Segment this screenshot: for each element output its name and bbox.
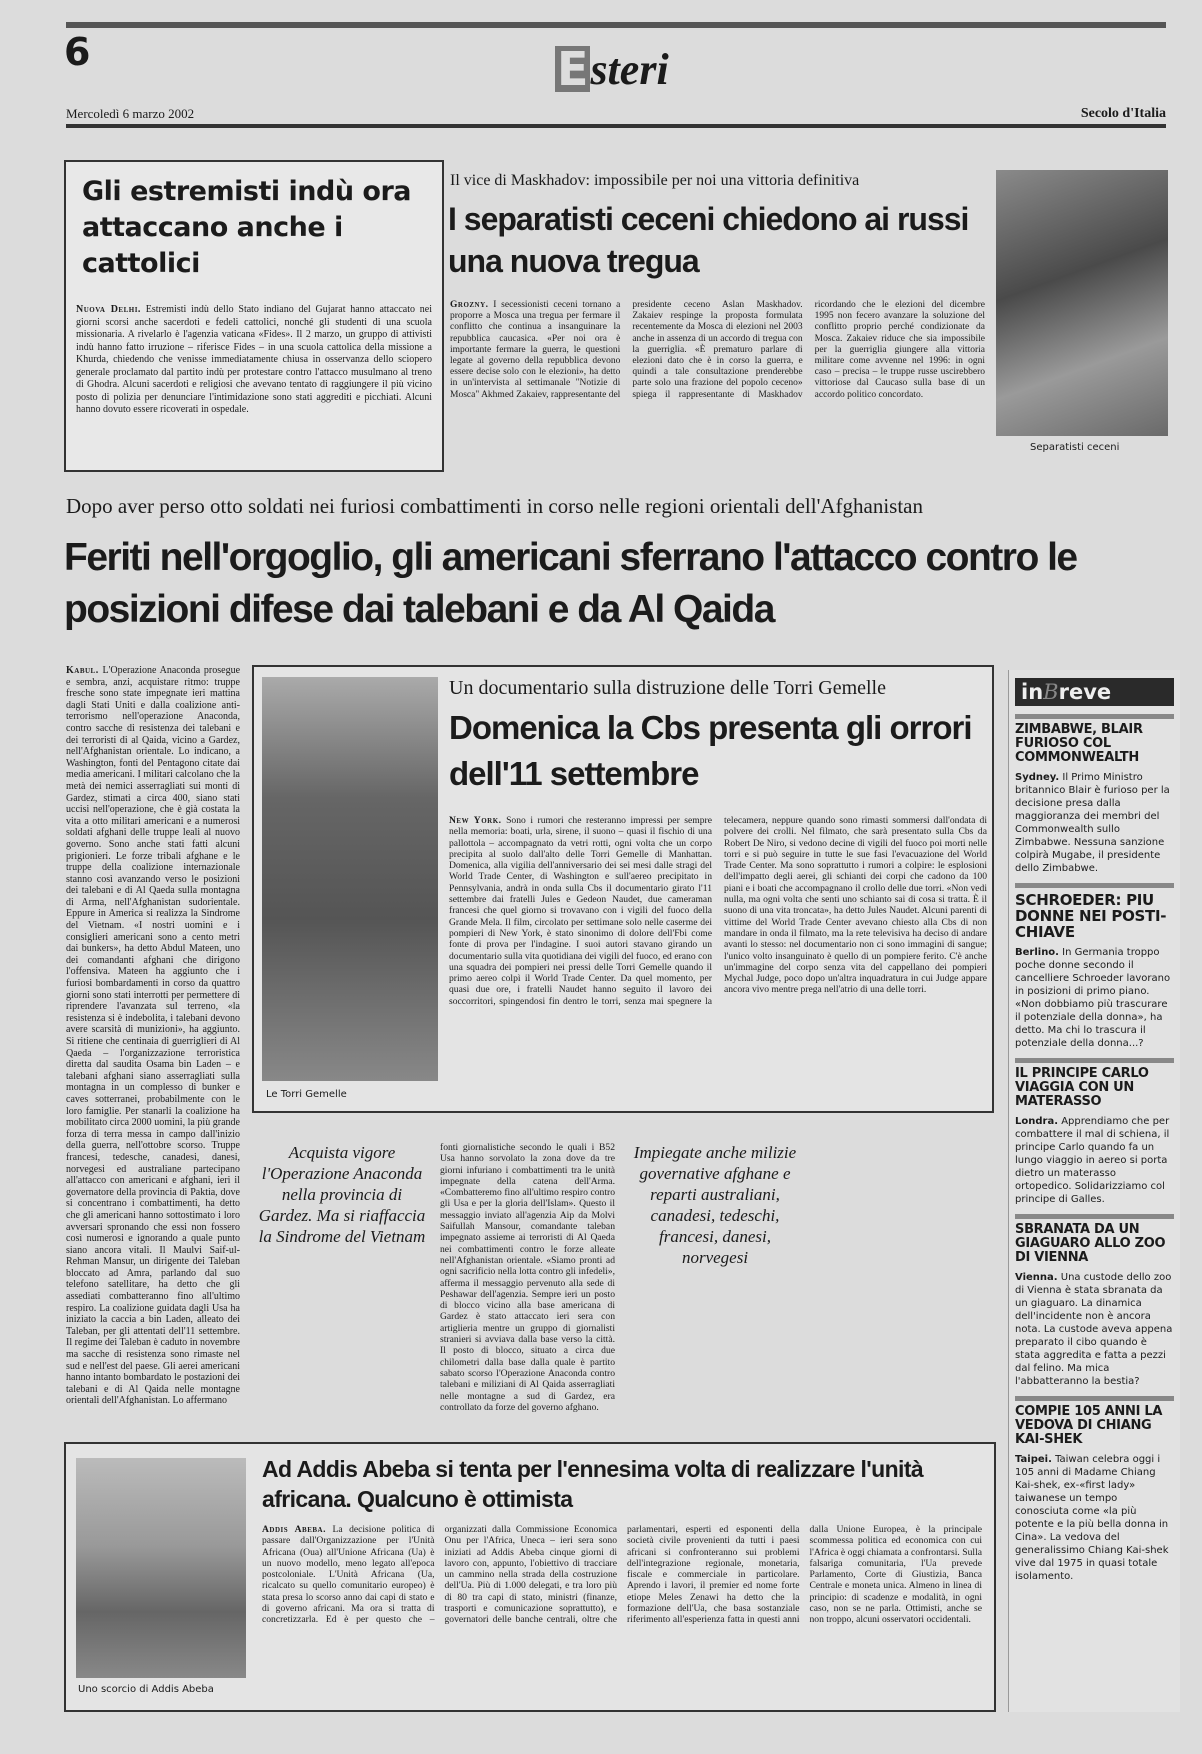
brief-title: IL PRINCIPE CARLO VIAGGIA CON UN MATERASSO bbox=[1015, 1058, 1174, 1109]
brief-text: Taiwan celebra oggi i 105 anni di Madame Chiang Kai-shek, ex-«first lady» taiwanese un tempo conosciuta come «la più potente e la più bella donna in Cina». La vedova del generalissimo Chiang Kai-shek vive dal 1975 in quasi totale isolamento. bbox=[1015, 1454, 1169, 1582]
photo-caption: Le Torri Gemelle bbox=[266, 1089, 347, 1100]
photo-caption: Separatisti ceceni bbox=[1030, 442, 1120, 453]
page-number: 6 bbox=[64, 30, 91, 74]
towers-article bbox=[252, 665, 994, 1113]
brief-text: In Germania troppo poche donne secondo il cancelliere Schroeder lavorano in posizioni di primo piano. «Non dobbiamo più trascurare il potenziale della donna», ha detto. Ma chi lo trascura il potenziale della donna...? bbox=[1015, 947, 1171, 1049]
pull-quote: Acquista vigore l'Operazione Anaconda nella provincia di Gardez. Ma si riaffaccia la Sindrome del Vietnam bbox=[258, 1143, 426, 1246]
brief-title: ZIMBABWE, BLAIR FURIOSO COL COMMONWEALTH bbox=[1015, 714, 1174, 765]
headline: Ad Addis Abeba si tenta per l'ennesima volta di realizzare l'unità africana. Qualcuno è ottimista bbox=[262, 1456, 924, 1512]
brief-item bbox=[1015, 714, 1174, 875]
issue-date: Mercoledì 6 marzo 2002 bbox=[66, 106, 195, 121]
twin-towers-photo bbox=[262, 677, 438, 1081]
headline: I separatisti ceceni chiedono ai russi una nuova tregua bbox=[448, 201, 969, 279]
dateline: New York. bbox=[449, 815, 502, 826]
chechnya-article bbox=[450, 300, 985, 401]
main-article-col4 bbox=[815, 1142, 993, 1414]
article-body: L'Operazione Anaconda prosegue e sembra, anzi, acquistare ritmo: truppe fresche sono state impegnate ieri mattina dagli Stati Uniti e dalla coalizione anti-terrorismo nell'operazione Anaconda, contro sacche di resistenza dei talebani e dei terroristi di al Qaida, vicino a Gardez, nell'Afghanistan orientale. Lo indicano, a Washington, fonti del Pentagono citate dai media americani. I militari calcolano che la metà dei nemici asserragliati sui monti di Gardez, stimati a circa 400, siano stati uccisi nell'operazione, che è già costata la vita a otto militari americani e a numerosi soldati afghani delle truppe leali al nuovo governo. Sono anche stati fatti alcuni prigionieri. Le forze tribali afghane e le truppe della coalizione internazionale stanno così avanzando verso le posizioni dei talebani e di Al Qaeda sulla montagna di Arma, nell'Afghanistan sudorientale. Eppure in America si realizza la Sindrome del Vietnam. «I nostri uomini e i consiglieri americani sono a cento metri dai bunkers», ha detto Abdul Mateen, uno dei comandanti afghani che dirigono l'offensiva. Mateen ha aggiunto che i furiosi bombardamenti in corso da quattro giorni sono stati interrotti per permettere di riprendere l'avanzata sul terreno, «la resistenza si è indebolita, i talebani devono avere scarsità di munizioni», ha aggiunto. Si ritiene che centinaia di guerriglieri di Al Qaeda – l'organizzazione terroristica diretta dal saudita Osama bin Laden – e talebani afghani siano asserragliati sulla montagna in un complesso di bunker e caves sotterranei, probabilmente con le loro famiglie. Per stanarli la coalizione ha mobilitato circa 2000 uomini, la più grande forza di terra messa in campo dall'inizio della guerra, nell'ottobre scorso. Truppe francesi, tedesche, canadesi, danesi, norvegesi ed australiane partecipano all'attacco con americani e afghani, ieri il governatore della provincia di Paktia, dove si concentrano i combattimenti, ha detto che gli americani hanno sottostimato i loro avversari spronando che essi non fossero così numerosi e ignorando a quale punto siano ancora vitali. Il Maulvi Saif-ul-Rehman Mansur, un dirigente dei Taleban bloccato ad Amra, parlando dal suo telefono satellitare, ha detto che gli assediati combatteranno fino all'ultimo respiro. La coalizione guidata dagli Usa ha iniziato la caccia a bin Laden, alleato dei Taleban, per gli attentati dell'11 settembre. Il regime dei Taleban è caduto in novembre ma sacche di resistenza sono rimaste nel sud e nell'est del paese. Gli aerei americani hanno intanto bombardato le postazioni dei talebani e di Al Qaida nelle montagne orientali dell'Afghanistan. Lo affermano bbox=[66, 665, 241, 1407]
chechen-separatists-photo bbox=[996, 170, 1168, 436]
pull-quote: Impiegate anche milizie governative afghane e reparti australiani, canadesi, tedeschi, francesi, danesi, norvegesi bbox=[633, 1143, 797, 1267]
main-article-col3 bbox=[625, 1282, 800, 1414]
brief-title: SBRANATA DA UN GIAGUARO ALLO ZOO DI VIENNA bbox=[1015, 1214, 1174, 1265]
addis-article bbox=[64, 1442, 996, 1712]
dateline: Berlino. bbox=[1015, 947, 1059, 958]
main-article-col2 bbox=[440, 1142, 615, 1414]
dateline: Londra. bbox=[1015, 1116, 1058, 1127]
dateline: Addis Abeba. bbox=[262, 1524, 326, 1535]
brief-title: COMPIE 105 ANNI LA VEDOVA DI CHIANG KAI-SHEK bbox=[1015, 1396, 1174, 1447]
paper-name: Secolo d'Italia bbox=[1080, 106, 1166, 121]
in-breve-title: inBreve bbox=[1015, 678, 1174, 706]
header-rule bbox=[66, 124, 1166, 128]
kicker: Il vice di Maskhadov: impossibile per noi una vittoria definitiva bbox=[450, 172, 860, 189]
dateline: Nuova Delhi. bbox=[76, 304, 141, 315]
dateline: Taipei. bbox=[1015, 1454, 1052, 1465]
kicker: Un documentario sulla distruzione delle Torri Gemelle bbox=[449, 677, 886, 699]
article-text bbox=[449, 815, 987, 1007]
article-body: Sono i rumori che resteranno impressi per sempre nella memoria: boati, urla, sirene, il suono – quasi il fischio di una pallottola – accompagnato da vetri rotti, ogni volta che un corpo precipita al suolo dall'alto delle Torri Gemelle di Manhattan. Domenica, alla vigilia dell'anniversario dei sei mesi dalle stragi del World Trade Center, di Washington e sull'aereo precipitato in Pennsylvania, andrà in onda sulla Cbs il documentario girato l'11 settembre dai fratelli Jules e Gedeon Naudet, due cameraman francesi che quel giorno si trovavano con i vigili del fuoco della Grande Mela. Il film, circolato per settimane solo nelle caserme dei pompieri di New York, è stato sinonimo di dolore dell'Fbi come fonte di prova per l'indagine. I suoi autori stavano girando un documentario sulla vita quotidiana dei vigili del fuoco, ed erano con una squadra dei pompieri nei pressi delle Torri Gemelle quando il primo aereo colpì il World Trade Center. Da quel momento, per quasi due ore, i fratelli Naudet hanno seguito il lavoro dei soccorritori, spingendosi fin dentro le torri, senza mai spegnere la telecamera, neppure quando sono rimasti sommersi dall'ondata di polvere dei crolli. Nel filmato, che sarà presentato sulla Cbs da Robert De Niro, si vedono decine di vigili del fuoco poi morti nelle torri e si può seguire in tutte le sue fasi l'evacuazione del World Trade Center. Ma sono soprattutto i rumori a colpire: le esplosioni dell'impatto degli aerei, gli schianti dei corpi che cadono da 100 piani e i boati che accompagnano il crollo delle due torri. «Non vedi nulla, ma ogni volta che senti uno schianto sai di cosa si tratta. È il suono di una vita troncata», ha detto Jules Naudet. Alcuni parenti di vittime del World Trade Center avevano chiesto alla Cbs di non mandare in onda il filmato, ma la rete televisiva ha deciso di andare avanti lo stesso: nel documentario non ci sono immagini di sangue; l'unico volto insanguinato è quello di un pompiere ferito. C'è anche un'immagine del corpo senza vita del cappellano dei pompieri Mychal Judge, poco dopo un'altra inquadratura in cui Judge appare ancora vivo mentre prega nell'atrio di una delle torri. bbox=[449, 815, 987, 1007]
brief-text: Apprendiamo che per combattere il mal di schiena, il principe Carlo quando fa un lungo viaggio in aereo si porta dietro un materasso ortopedico. Solidarizziamo col principe di Galles. bbox=[1015, 1116, 1170, 1205]
article-text bbox=[262, 1524, 982, 1626]
in-breve-sidebar bbox=[1008, 670, 1180, 1712]
main-article-col1 bbox=[66, 665, 240, 1415]
article-body: Estremisti indù dello Stato indiano del Gujarat hanno attaccato nei giorni scorsi anche sacerdoti e fedeli cattolici, nonché gli studenti di una scuola missionaria. A rivelarlo è l'agenzia vaticana «Fides». Il 2 marzo, un gruppo di attivisti indù hanno fatto irruzione – riferisce Fides – in una scuola cattolica della missione a Khurda, chiedendo che venisse immediatamente chiusa in osservanza dello sciopero generale proclamato dal partito indù per protestare contro l'attacco musulmano al treno di Ghodra. Alcuni sacerdoti e religiosi che avevano tentato di raggiungere il più vicino posto di polizia per denunciare l'intimidazione sono stati aggrediti e picchiati. Alcuni hanno dovuto essere ricoverati in ospedale. bbox=[76, 304, 432, 415]
dateline: Vienna. bbox=[1015, 1272, 1058, 1283]
headline: Domenica la Cbs presenta gli orrori dell'11 settembre bbox=[449, 709, 972, 792]
article-body: fonti giornalistiche secondo le quali i B52 Usa hanno sorvolato la zona dove da tre giorni infuriano i combattimenti tra le unità impegnate della catena dell'Arma. «Combatteremo fino all'ultimo respiro contro gli Usa e per la gloria dell'Islam». Questo il messaggio inviato all'agenzia Aip da Molvi Saifullah Mansour, comandante taleban impegnato assieme ai terroristi di Al Qaeda nei combattimenti contro le forze alleate nell'Afghanistan orientale. «Siamo pronti ad ogni sacrificio nella lotta contro gli infedeli», afferma il messaggio pervenuto alla sede di Peshawar dell'agenzia. Sempre ieri un posto di blocco vicino alla base americana di Gardez è stato attaccato ieri sera con artiglieria mentre un gruppo di giornalisti stranieri si avviava dalla base verso la città. Il posto di blocco, situato a circa due chilometri dalla base dalla quale è partito sabato scorso l'Operazione Anaconda contro talebani e miliziani di Al Qaida asserragliati nelle montagne a sud di Gardez, era controllato da forze del governo afghano. bbox=[440, 1142, 615, 1413]
dateline: Grozny. bbox=[450, 300, 489, 310]
brief-item bbox=[1015, 1214, 1174, 1388]
brief-item bbox=[1015, 1396, 1174, 1583]
dateline: Kabul. bbox=[66, 665, 99, 676]
article-body: La decisione politica di passare dall'Organizzazione per l'Unità Africana (Oua) all'Unione Africana (Ua) è un nuovo modello, meno legato all'epoca postcoloniale. L'Unità Africana (Ua, ricalcato su quello comunitario europeo) è stata presa lo scorso anno dai capi di stato e di governo africani. Ma ora si tratta di concretizzarla. Ed è per questo che – organizzati dalla Commissione Economica Onu per l'Africa, Uneca – ieri sera sono iniziati ad Addis Abeba cinque giorni di lavoro con, appunto, l'obiettivo di tracciare un cammino nella strada della costruzione dell'Ua. Più di 1.000 delegati, e tra loro più di 80 tra capi di stato, ministri (finanze, trasporti e comunicazione soprattutto), e governatori delle banche centrali, oltre che parlamentari, esperti ed esponenti della società civile provenienti da tutti i paesi africani si confronteranno sui problemi dell'integrazione regionale, monetaria, fiscale e commerciale in particolare. Aprendo i lavori, il premier ed nome forte etiope Meles Zenawi ha detto che la formazione dell'Ua, che basa sostanziale riferimento all'esperienza fatta in questi anni dalla Unione Europea, è la principale scommessa politica ed economica con cui l'Africa è oggi chiamata a confrontarsi. Sulla falsariga comunitaria, l'Ua prevede Parlamento, Corte di Giustizia, Banca Centrale e moneta unica. Almeno in linea di principio: di scadenze e modalità, in ogni caso, non se ne parla. Ottimisti, anche se non troppo, alcuni osservatori occidentali. bbox=[262, 1524, 982, 1626]
photo-caption: Uno scorcio di Addis Abeba bbox=[78, 1684, 214, 1695]
brief-item bbox=[1015, 883, 1174, 1050]
dateline: Sydney. bbox=[1015, 772, 1060, 783]
brief-text: Una custode dello zoo di Vienna è stata sbranata da un giaguaro. La dinamica dell'incidente non è ancora nota. La custode aveva appena preparato il cibo quando è stata aggredita e fatta a pezzi dal felino. Ma mica l'abbatteranno la bestia? bbox=[1015, 1272, 1173, 1387]
brief-item bbox=[1015, 1058, 1174, 1206]
headline: Gli estremisti indù ora attaccano anche i cattolici bbox=[82, 176, 412, 279]
addis-abeba-photo bbox=[76, 1458, 246, 1678]
main-kicker: Dopo aver perso otto soldati nei furiosi combattimenti in corso nelle regioni orientali dell'Afghanistan bbox=[66, 494, 923, 518]
india-article bbox=[64, 160, 444, 472]
brief-text: Il Primo Ministro britannico Blair è furioso per la decisione presa dalla maggioranza dei membri del Commonwealth sullo Zimbabwe. Nessuna sanzione colpirà Mugabe, il presidente dello Zimbabwe. bbox=[1015, 772, 1170, 874]
brief-title: SCHROEDER: PIU DONNE NEI POSTI-CHIAVE bbox=[1015, 883, 1174, 940]
article-body: I secessionisti ceceni tornano a proporre a Mosca una tregua per fermare il conflitto che continua a insanguinare la repubblica caucasica. «Per noi ora è importante fermare la guerra, le questioni legate al governo della repubblica devono essere decise solo con le elezioni», ha detto in un'intervista al settimanale "Notizie di Mosca" Akhmed Zakaiev, rappresentante del presidente ceceno Aslan Maskhadov. Zakaiev respinge la proposta formulata recentemente da Mosca di elezioni nel 2003 anche in assenza di un accordo di tregua con la guerriglia. «È prematuro parlare di elezioni dato che è in corso la guerra, e quindi a tale consultazione prenderebbe parte solo una frazione del popolo ceceno» spiega il rappresentante di Maskhadov ricordando che le elezioni del dicembre 1995 non fecero avanzare la soluzione del conflitto proprio perché condizionate da Mosca. Zakaiev riduce che sia impossibile per la guerriglia giungere alla vittoria militare come avvenne nel 1996: in ogni caso – precisa – le truppe russe uscirebbero vittoriose dal Caucaso sulla base di un accordo politico concordato. bbox=[450, 300, 985, 400]
top-rule bbox=[66, 22, 1166, 28]
section-title: E steri bbox=[557, 42, 669, 96]
main-headline: Feriti nell'orgoglio, gli americani sferrano l'attacco contro le posizioni difese dai talebani e da Al Qaida bbox=[64, 536, 1077, 631]
